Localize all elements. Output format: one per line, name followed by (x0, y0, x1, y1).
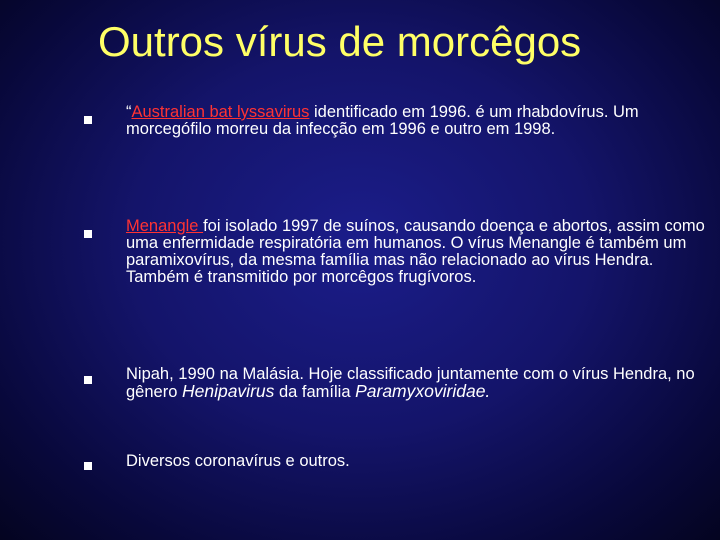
bullet-marker (84, 230, 92, 238)
bullet-1-body: identificado em 1996. é um rhabdovírus. Um morcegófilo morreu da infecção em 1996 e outro em 1998. (126, 103, 639, 138)
australian-bat-lyssavirus-link[interactable]: Australian bat lyssavirus (131, 103, 310, 121)
bullet-3-body-b: da família (274, 383, 356, 401)
bullet-marker (84, 116, 92, 124)
paramyxoviridae-term: Paramyxoviridae. (355, 381, 491, 401)
bullet-3-body-a: Nipah, 1990 na Malásia. Hoje classificado juntamente com o vírus Hendra, no gênero (126, 365, 695, 401)
bullet-1-text (126, 104, 711, 138)
bullet-2-body: foi isolado 1997 de suínos, causando doença e abortos, assim como uma enfermidade respiratória em humanos. O vírus Menangle é também um paramixovírus, da mesma família mas não relacionado ao vírus Hendra. Também é transmitido por morcêgos frugívoros. (126, 217, 705, 286)
slide-title: Outros vírus de morcêgos (98, 18, 582, 65)
bullet-marker (84, 462, 92, 470)
bullet-marker (84, 376, 92, 384)
menangle-link[interactable]: Menangle (126, 217, 204, 235)
bullet-1-quote: “ (126, 103, 132, 121)
henipavirus-term: Henipavirus (181, 381, 275, 401)
bullet-2-text (126, 218, 711, 286)
bullet-3-text (126, 366, 711, 401)
bullet-4-text: Diversos coronavírus e outros. (126, 452, 350, 470)
